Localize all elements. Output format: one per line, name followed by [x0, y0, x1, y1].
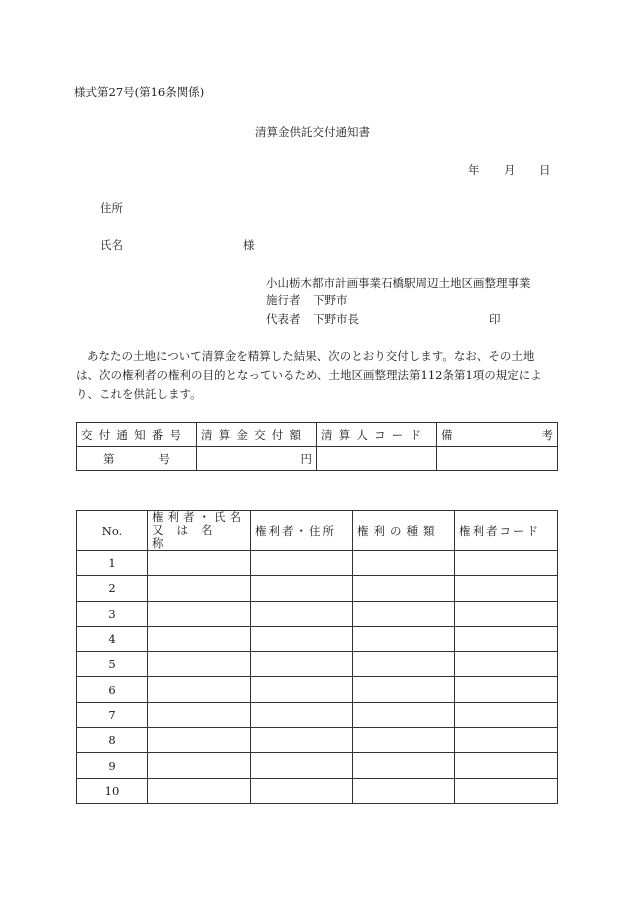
- right-type-cell: [353, 728, 455, 753]
- holder-name-cell: [148, 551, 251, 576]
- remarks-cell: [437, 447, 558, 471]
- table-row: [77, 576, 558, 601]
- holder-code-cell: [455, 778, 558, 803]
- holder-address-cell: [251, 702, 353, 727]
- holder-code-cell: [455, 677, 558, 702]
- header-amount: [197, 423, 317, 447]
- issuer-project: 小山栃木都市計画事業石橋駅周辺土地区画整理事業: [266, 276, 531, 290]
- header-remarks-1: 備: [441, 427, 453, 442]
- row-number: 4: [77, 626, 148, 651]
- body-line-1: あなたの土地について清算金を精算した結果、次のとおり交付します。なお、その土地: [87, 349, 535, 363]
- executor-label: 施行者: [266, 293, 301, 307]
- row-number: 6: [77, 677, 148, 702]
- header-notice-number-label: 交付通知番号: [81, 427, 188, 442]
- holder-address-cell: [251, 601, 353, 626]
- table-row: [77, 601, 558, 626]
- right-type-cell: [353, 652, 455, 677]
- representative-name: 下野市長: [313, 312, 359, 326]
- holder-address-cell: [251, 551, 353, 576]
- header-notice-number: [77, 423, 197, 447]
- header-liquidator-code: [317, 423, 437, 447]
- executor-name: 下野市: [313, 293, 348, 307]
- form-number: 様式第27号(第16条関係): [74, 85, 205, 99]
- honorific: 様: [243, 238, 255, 252]
- holder-address-cell: [251, 778, 353, 803]
- header-remarks-2: 考: [541, 427, 553, 442]
- table-row: [77, 551, 558, 576]
- table-row: [77, 652, 558, 677]
- rights-holder-table: [76, 510, 558, 804]
- date-year: 年: [468, 163, 480, 177]
- holder-address-cell: [251, 728, 353, 753]
- holder-code-cell: [455, 601, 558, 626]
- holder-address-cell: [251, 652, 353, 677]
- right-type-cell: [353, 626, 455, 651]
- holder-name-cell: [148, 702, 251, 727]
- holder-code-cell: [455, 551, 558, 576]
- header-holder-name: [148, 511, 251, 551]
- row-number: 1: [77, 551, 148, 576]
- holder-code-cell: [455, 652, 558, 677]
- header-holder-name-line2: 又は名称: [152, 523, 226, 550]
- table-row: [77, 626, 558, 651]
- name-label: 氏名: [100, 238, 123, 252]
- holder-name-cell: [148, 652, 251, 677]
- header-holder-name-line1: 権利者・氏名: [152, 510, 245, 524]
- holder-address-cell: [251, 576, 353, 601]
- date-day: 日: [539, 163, 551, 177]
- notice-number-suffix: 号: [158, 451, 170, 466]
- liquidator-code-cell: [317, 447, 437, 471]
- holder-name-cell: [148, 601, 251, 626]
- holder-name-cell: [148, 778, 251, 803]
- header-holder-code-label: 権利者コード: [459, 523, 540, 538]
- date-month: 月: [504, 163, 516, 177]
- row-number: 2: [77, 576, 148, 601]
- header-no-label: No.: [101, 523, 123, 538]
- holder-name-cell: [148, 753, 251, 778]
- holder-code-cell: [455, 753, 558, 778]
- address-label: 住所: [100, 201, 123, 215]
- holder-code-cell: [455, 576, 558, 601]
- row-number: 10: [77, 778, 148, 803]
- right-type-cell: [353, 778, 455, 803]
- header-notice-number-text: [81, 427, 192, 443]
- table-row: [77, 702, 558, 727]
- holder-name-cell: [148, 626, 251, 651]
- amount-cell: [197, 447, 317, 471]
- header-right-type-label: 権利の種類: [357, 523, 440, 538]
- notice-number-cell: [77, 447, 197, 471]
- body-line-2: は、次の権利者の権利の目的となっているため、土地区画整理法第112条第1項の規定によ: [76, 368, 542, 382]
- table-row: [77, 753, 558, 778]
- right-type-cell: [353, 677, 455, 702]
- header-no: [77, 511, 148, 551]
- header-amount-label: 清算金交付額: [201, 427, 308, 442]
- row-number: 5: [77, 652, 148, 677]
- holder-address-cell: [251, 626, 353, 651]
- header-right-type: [353, 511, 455, 551]
- holder-address-cell: [251, 677, 353, 702]
- seal-mark: 印: [489, 312, 501, 326]
- body-line-3: り、これを供託します。: [76, 387, 202, 401]
- holder-code-cell: [455, 728, 558, 753]
- right-type-cell: [353, 601, 455, 626]
- document-title: 清算金供託交付通知書: [255, 125, 370, 139]
- row-number: 8: [77, 728, 148, 753]
- row-number: 3: [77, 601, 148, 626]
- amount-unit: 円: [300, 451, 312, 466]
- holder-name-cell: [148, 728, 251, 753]
- deposit-summary-table: [76, 422, 558, 471]
- right-type-cell: [353, 702, 455, 727]
- header-remarks: [437, 423, 558, 447]
- header-holder-code: [455, 511, 558, 551]
- representative-label: 代表者: [266, 312, 301, 326]
- holder-name-cell: [148, 677, 251, 702]
- table-row: [77, 778, 558, 803]
- table-row: [77, 677, 558, 702]
- row-number: 9: [77, 753, 148, 778]
- row-number: 7: [77, 702, 148, 727]
- header-holder-address: [251, 511, 353, 551]
- holder-name-cell: [148, 576, 251, 601]
- right-type-cell: [353, 753, 455, 778]
- right-type-cell: [353, 551, 455, 576]
- header-holder-address-label: 権利者・住所: [255, 523, 336, 538]
- holder-code-cell: [455, 702, 558, 727]
- notice-number-prefix: 第: [103, 451, 115, 466]
- holder-address-cell: [251, 753, 353, 778]
- right-type-cell: [353, 576, 455, 601]
- holder-code-cell: [455, 626, 558, 651]
- header-liquidator-code-label: 清算人コード: [321, 427, 428, 442]
- table-row: [77, 728, 558, 753]
